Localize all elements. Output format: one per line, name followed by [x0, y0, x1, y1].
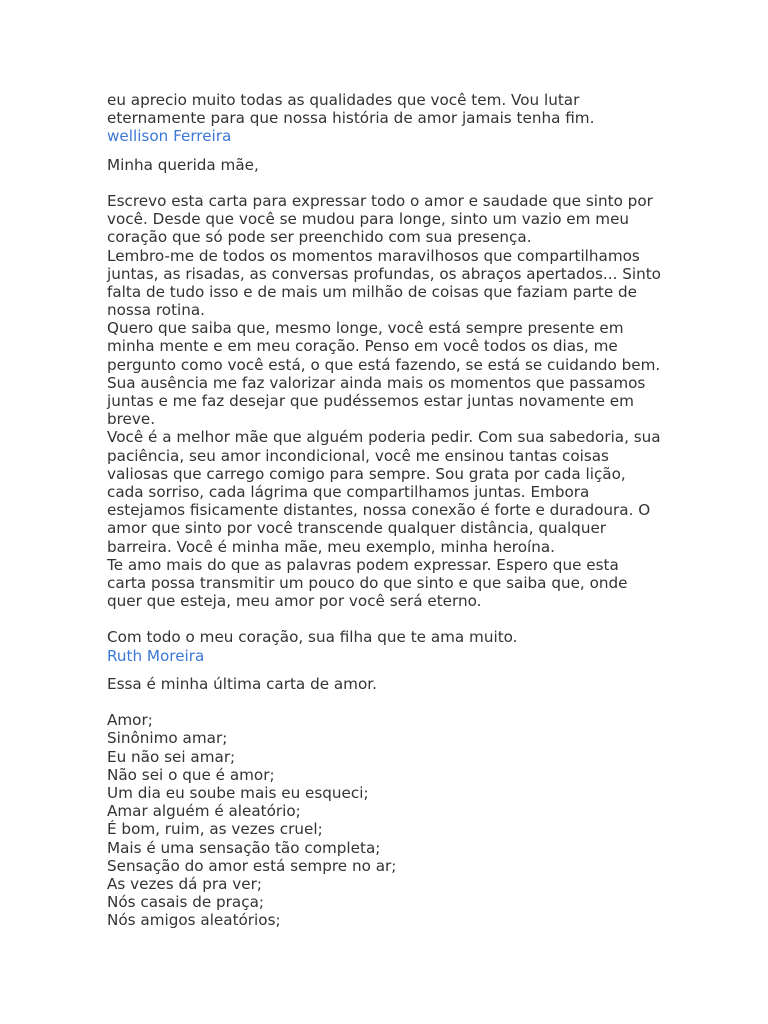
poem-line: Mais é uma sensação tão completa; [107, 838, 381, 857]
letter-2-line: carta possa transmitir um pouco do que sinto e que saiba que, onde [107, 573, 628, 592]
poem-line: Amor; [107, 711, 153, 730]
letter-1-line: eu aprecio muito todas as qualidades que você tem. Vou lutar [107, 91, 580, 109]
letter-2-line: juntas, as risadas, as conversas profundas, os abraços apertados... Sinto [107, 264, 661, 283]
poem-line: Um dia eu soube mais eu esqueci; [107, 783, 369, 802]
poem-line: Não sei o que é amor; [107, 765, 275, 784]
letter-2-line: quer que esteja, meu amor por você será eterno. [107, 592, 482, 611]
poem-line: Nós amigos aleatórios; [107, 911, 281, 930]
letter-2-author-link[interactable]: Ruth Moreira [107, 646, 205, 665]
letter-2-line: paciência, seu amor incondicional, você me ensinou tantas coisas [107, 446, 609, 465]
letter-2-line: coração que só pode ser preenchido com sua presença. [107, 228, 532, 247]
letter-2-line: falta de tudo isso e de mais um milhão de coisas que faziam parte de [107, 282, 638, 301]
letter-2-line: nossa rotina. [107, 301, 206, 320]
letter-2-greeting: Minha querida mãe, [107, 155, 259, 174]
letter-2-line: Você é a melhor mãe que alguém poderia pedir. Com sua sabedoria, sua [107, 428, 661, 447]
poem-line: Amar alguém é aleatório; [107, 802, 301, 821]
letter-2-line: pergunto como você está, o que está fazendo, se está se cuidando bem. [107, 355, 661, 374]
poem-line: As vezes dá pra ver; [107, 874, 263, 893]
letter-1-author-link[interactable]: wellison Ferreira [107, 127, 232, 146]
letter-2-closing: Com todo o meu coração, sua filha que te ama muito. [107, 628, 518, 647]
poem-line: Sinônimo amar; [107, 729, 228, 748]
letter-2-line: minha mente e em meu coração. Penso em você todos os dias, me [107, 337, 618, 356]
letter-2-line: Quero que saiba que, mesmo longe, você está sempre presente em [107, 319, 624, 338]
blank-line [107, 174, 707, 192]
poem-line: É bom, ruim, as vezes cruel; [107, 820, 323, 839]
letter-2-line: estejamos fisicamente distantes, nossa conexão é forte e duradoura. O [107, 501, 651, 520]
document-page [107, 91, 707, 929]
letter-2 [107, 156, 707, 665]
blank-line [107, 693, 707, 711]
letter-3 [107, 675, 707, 930]
letter-1 [107, 91, 707, 146]
letter-2-line: cada sorriso, cada lágrima que compartilhamos juntas. Embora [107, 482, 590, 501]
spacer [107, 665, 707, 675]
letter-3-intro: Essa é minha última carta de amor. [107, 674, 377, 693]
letter-2-line: Escrevo esta carta para expressar todo o amor e saudade que sinto por [107, 191, 653, 210]
letter-2-line: Sua ausência me faz valorizar ainda mais os momentos que passamos [107, 373, 646, 392]
poem-line: Sensação do amor está sempre no ar; [107, 856, 397, 875]
letter-2-line: amor que sinto por você transcende qualquer distância, qualquer [107, 519, 607, 538]
letter-2-line: você. Desde que você se mudou para longe, sinto um vazio em meu [107, 210, 630, 229]
letter-2-line: juntas e me faz desejar que pudéssemos estar juntas novamente em [107, 392, 634, 410]
blank-line [107, 610, 707, 628]
letter-2-line: Lembro-me de todos os momentos maravilhosos que compartilhamos [107, 246, 640, 265]
letter-2-line: valiosas que carrego comigo para sempre. Sou grata por cada lição, [107, 464, 626, 483]
spacer [107, 146, 707, 156]
letter-2-line: breve. [107, 410, 156, 429]
poem-line: Eu não sei amar; [107, 747, 236, 766]
letter-1-line: eternamente para que nossa história de amor jamais tenha fim. [107, 109, 595, 128]
letter-2-line: barreira. Você é minha mãe, meu exemplo, minha heroína. [107, 537, 555, 556]
poem-line: Nós casais de praça; [107, 893, 265, 912]
letter-2-line: Te amo mais do que as palavras podem expressar. Espero que esta [107, 555, 619, 574]
